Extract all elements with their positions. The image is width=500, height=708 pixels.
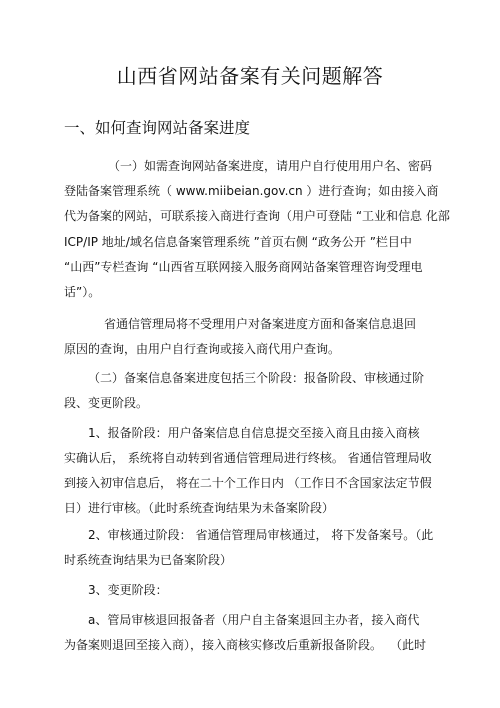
paragraph-line: 日）进行审核。（此时系统查询结果为未备案阶段） [64,501,335,515]
paragraph-line: 登陆备案管理系统（ www.miibeian.gov.cn ）进行查询；如由接入商 [64,184,439,198]
paragraph-line: 3、变更阶段： [88,583,168,597]
paragraph-line: （一）如需查询网站备案进度，请用户自行使用用户名、密码 [108,159,433,173]
paragraph-line: 原因的查询，由用户自行查询或接入商代用户查询。 [64,342,341,356]
paragraph-line: 段、变更阶段。 [64,396,149,410]
paragraph-line: （二）备案信息备案进度包括三个阶段：报备阶段、审核通过阶 [88,371,425,385]
paragraph-line: 1、报备阶段：用户备案信息自信息提交至接入商且由接入商核 [88,426,420,440]
paragraph-line: 代为备案的网站，可联系接入商进行查询（用户可登陆 “工业和信息 化部 [64,209,450,223]
paragraph-line: “山西”专栏查询 “山西省互联网接入服务商网站备案管理咨询受理电 [64,260,423,274]
paragraph-line: a、管局审核退回报备者（用户自主备案退回主办者，接入商代 [88,613,420,627]
paragraph-line: ICP/IP 地址/域名信息备案管理系统 ”首页右侧 “政务公开 ”栏目中 [64,235,412,249]
paragraph-line: 省通信管理局将不受理用户对备案进度方面和备案信息退回 [104,317,417,331]
paragraph-line: （此时 [390,638,427,652]
paragraph-line: 到接入初审信息后， 将在二十个工作日内 （工作日不含国家法定节假 [64,476,432,490]
paragraph-line: 时系统查询结果为已备案阶段） [64,553,233,567]
paragraph-line: 2、审核通过阶段： 省通信管理局审核通过， 将下发备案号。（此 [88,528,434,542]
section-heading: 一、如何查询网站备案进度 [64,119,251,137]
paragraph-line: 实确认后， 系统将自动转到省通信管理局进行终核。 省通信管理局收 [64,451,432,465]
paragraph-line: 为备案则退回至接入商），接入商核实修改后重新报备阶段。 [64,638,383,652]
document-title: 山西省网站备案有关问题解答 [116,64,384,88]
paragraph-line: 话”）。 [64,285,101,299]
